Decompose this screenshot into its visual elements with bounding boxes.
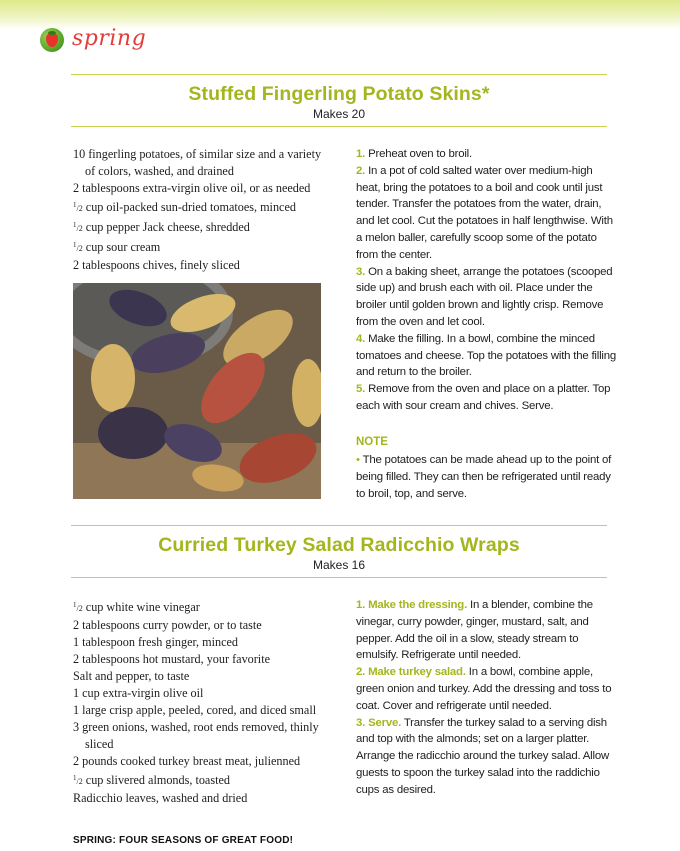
ingredient-item: 1 tablespoon fresh ginger, minced bbox=[73, 635, 239, 649]
fraction: $^1$/2 bbox=[73, 221, 83, 233]
ingredient-item: 1 cup extra-virgin olive oil bbox=[73, 686, 204, 700]
ingredient-list bbox=[73, 146, 328, 274]
ingredient-item: 2 tablespoons extra-virgin olive oil, or as needed bbox=[73, 181, 311, 195]
note-text: • The potatoes can be made ahead up to the point of being filled. They can then be refrigerated until ready to broil, top, and serve. bbox=[356, 454, 612, 500]
ingredient-item: Salt and pepper, to taste bbox=[73, 669, 190, 683]
note-heading: NOTE bbox=[356, 436, 388, 448]
section-divider bbox=[71, 126, 607, 127]
method-step: 2. Make turkey salad. In a bowl, combine apple, green onion and turkey. Add the dressing and toss to coat. Cover and refrigerate until needed. bbox=[356, 666, 612, 712]
recipe-yield: Makes 20 bbox=[312, 107, 366, 121]
ingredient-item: $^1$/2 cup oil-packed sun-dried tomatoes, minced bbox=[73, 200, 296, 214]
footer-text: SPRING: FOUR SEASONS OF GREAT FOOD! bbox=[73, 835, 294, 846]
section-divider bbox=[71, 525, 607, 526]
section-divider bbox=[71, 74, 607, 75]
fraction: $^1$/2 bbox=[73, 601, 83, 613]
method-step: 3. On a baking sheet, arrange the potatoes (scooped side up) and brush each with oil. Place under the broiler until golden brown and lightly crisp. Remove from the oven and let cool. bbox=[356, 265, 613, 328]
ingredient-item: $^1$/2 cup pepper Jack cheese, shredded bbox=[73, 220, 250, 234]
section-divider bbox=[71, 577, 607, 578]
bullet-icon: • bbox=[356, 454, 360, 466]
recipe-title: Curried Turkey Salad Radicchio Wraps bbox=[158, 534, 520, 556]
ingredient-item: 3 green onions, washed, root ends removed, thinly sliced bbox=[73, 720, 319, 751]
method-steps bbox=[356, 146, 618, 415]
potatoes-photo bbox=[73, 283, 321, 499]
method-step: 5. Remove from the oven and place on a platter. Top each with sour cream and chives. Serve. bbox=[356, 383, 611, 412]
ingredient-item: $^1$/2 cup white wine vinegar bbox=[73, 600, 200, 614]
method-step: 1. Make the dressing. In a blender, combine the vinegar, curry powder, ginger, mustard, salt, and pepper. Add the oil in a slow, steady stream to emulsify. Refrigerate until needed. bbox=[356, 599, 593, 662]
recipe-title: Stuffed Fingerling Potato Skins* bbox=[188, 83, 490, 105]
strawberry-icon bbox=[40, 28, 64, 52]
ingredient-item: Radicchio leaves, washed and dried bbox=[73, 791, 248, 805]
method-step: 3. Serve. Transfer the turkey salad to a serving dish and top with the almonds; set on a larger platter. Arrange the radicchio around the turkey salad. Allow guests to spoon the turkey salad into the raddichio cups as desired. bbox=[356, 716, 610, 796]
ingredient-item: 2 pounds cooked turkey breast meat, julienned bbox=[73, 754, 301, 768]
ingredient-item: $^1$/2 cup sour cream bbox=[73, 240, 161, 254]
recipe-yield: Makes 16 bbox=[312, 558, 366, 572]
ingredient-item: $^1$/2 cup slivered almonds, toasted bbox=[73, 773, 230, 787]
ingredient-item: 2 tablespoons curry powder, or to taste bbox=[73, 618, 262, 632]
ingredient-item: 2 tablespoons hot mustard, your favorite bbox=[73, 652, 270, 666]
fraction: $^1$/2 bbox=[73, 241, 83, 253]
method-step: 4. Make the filling. In a bowl, combine the minced tomatoes and cheese. Top the potatoes with the filling and return to the broiler. bbox=[356, 332, 617, 379]
method-step: 1. Preheat oven to broil. bbox=[356, 148, 472, 160]
fraction: $^1$/2 bbox=[73, 201, 83, 213]
ingredient-item: 2 tablespoons chives, finely sliced bbox=[73, 258, 240, 272]
fraction: $^1$/2 bbox=[73, 774, 83, 786]
method-steps bbox=[356, 597, 618, 799]
ingredient-list bbox=[73, 597, 328, 807]
method-step: 2. In a pot of cold salted water over medium-high heat, bring the potatoes to a boil and cook until just tender. Transfer the potatoes from the water, drain, and let cool. Cut the potatoes in half lengthwise. With a melon baller, carefully scoop some of the potato from the center. bbox=[356, 164, 613, 261]
ingredient-item: 10 fingerling potatoes, of similar size and a variety of colors, washed, and drained bbox=[73, 147, 322, 178]
season-label: spring bbox=[72, 26, 147, 51]
ingredient-item: 1 large crisp apple, peeled, cored, and diced small bbox=[73, 703, 317, 717]
